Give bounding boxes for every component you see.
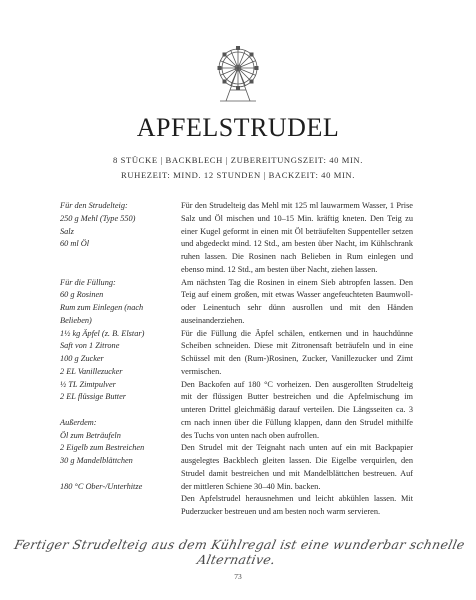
ingredient-line: Saft von 1 Zitrone xyxy=(60,341,120,351)
step-paragraph: Den Backofen auf 180 °C vorheizen. Den ausgerollten Strudelteig mit der flüssigen Butter bestreichen und die Apfelmischung im unteren Drittel gleichmäßig darauf verteilen. Die Längsseiten ca. 3 cm nach innen über die Füllung klappen, dann den Strudel mithilfe des Tuchs von unten nach oben aufrollen. xyxy=(181,379,413,440)
ferris-wheel-icon xyxy=(210,44,266,104)
step-paragraph: Für die Füllung die Äpfel schälen, entkernen und in hauchdünne Scheiben schneiden. Diese mit Zitronensaft beträufeln und in eine Schüssel mit den (Rum-)Rosinen, Zucker, Vanillezucker und Zimt vermischen. xyxy=(181,328,413,376)
ingredient-line: Rum zum Einlegen (nach xyxy=(60,303,144,312)
ingredient-spacer xyxy=(60,264,178,277)
ingredient-line: Für den Strudelteig: xyxy=(60,201,128,210)
ingredients-list xyxy=(60,200,178,493)
ingredient-line: 1½ kg Äpfel (z. B. Elstar) xyxy=(60,328,145,338)
step-paragraph: Für den Strudelteig das Mehl mit 125 ml lauwarmem Wasser, 1 Prise Salz und Öl mischen und 10–15 Min. kräftig kneten. Den Teig zu einer Kugel geformt in einen mit Öl beträufelten Suppenteller setzen und abgedeckt mind. 12 Std., am besten über Nacht, im Kühlschrank ruhen lassen. Die Rosinen nach Belieben in Rum einlegen und ebenso mind. 12 Std., am besten über Nacht, ziehen lassen. xyxy=(181,201,413,274)
ingredient-spacer xyxy=(60,468,178,481)
ingredient-spacer xyxy=(60,251,178,264)
recipe-title: APFELSTRUDEL xyxy=(136,113,340,142)
ingredient-line: Salz xyxy=(60,226,74,236)
recipe-meta-line-1: 8 STÜCKE | BACKBLECH | ZUBEREITUNGSZEIT: 40 MIN. xyxy=(113,155,363,165)
step-paragraph: Am nächsten Tag die Rosinen in einem Sieb abtropfen lassen. Den Teig auf einem großen, mit etwas Wasser angefeuchteten Baumwoll- oder Leinentuch sehr dünn ausrollen und mit den Händen auseinanderziehen. xyxy=(181,277,413,325)
step-paragraph: Den Strudel mit der Teignaht nach unten auf ein mit Backpapier ausgelegtes Backblech gleiten lassen. Die Eigelbe verquirlen, den Strudel damit bestreichen und mit Mandelblättchen bestreuen. Auf der mittleren Schiene 30–40 Min. backen. xyxy=(181,443,413,491)
ingredient-line: Außerdem: xyxy=(60,417,97,427)
ingredient-line: ½ TL Zimtpulver xyxy=(60,379,116,389)
ingredient-line: 100 g Zucker xyxy=(60,354,104,363)
ingredient-line: 60 g Rosinen xyxy=(60,290,104,300)
page-number: 73 xyxy=(234,572,242,581)
ingredient-line: 2 EL Vanillezucker xyxy=(60,366,123,376)
ingredient-line: 2 Eigelb zum Bestreichen xyxy=(60,443,145,453)
ingredient-line: Belieben) xyxy=(60,315,92,325)
ingredient-line: 2 EL flüssige Butter xyxy=(60,392,126,402)
ingredient-line: 60 ml Öl xyxy=(60,239,90,249)
ingredient-line: Öl zum Beträufeln xyxy=(60,430,121,440)
preparation-steps xyxy=(181,200,413,519)
ingredient-line: 30 g Mandelblättchen xyxy=(60,456,133,465)
ingredient-line: 180 °C Ober-/Unterhitze xyxy=(60,481,143,491)
ingredient-line: Für die Füllung: xyxy=(60,277,116,287)
recipe-meta-line-2: RUHEZEIT: MIND. 12 STUNDEN | BACKZEIT: 40 MIN. xyxy=(121,170,355,180)
step-paragraph: Den Apfelstrudel herausnehmen und leicht abkühlen lassen. Mit Puderzucker bestreuen und am besten noch warm servieren. xyxy=(181,494,413,516)
ingredient-line: 250 g Mehl (Type 550) xyxy=(60,213,136,223)
handwritten-tip: Fertiger Strudelteig aus dem Kühlregal ist eine wunderbar schnelle Alternative. xyxy=(12,537,467,567)
ingredient-spacer xyxy=(60,404,178,417)
